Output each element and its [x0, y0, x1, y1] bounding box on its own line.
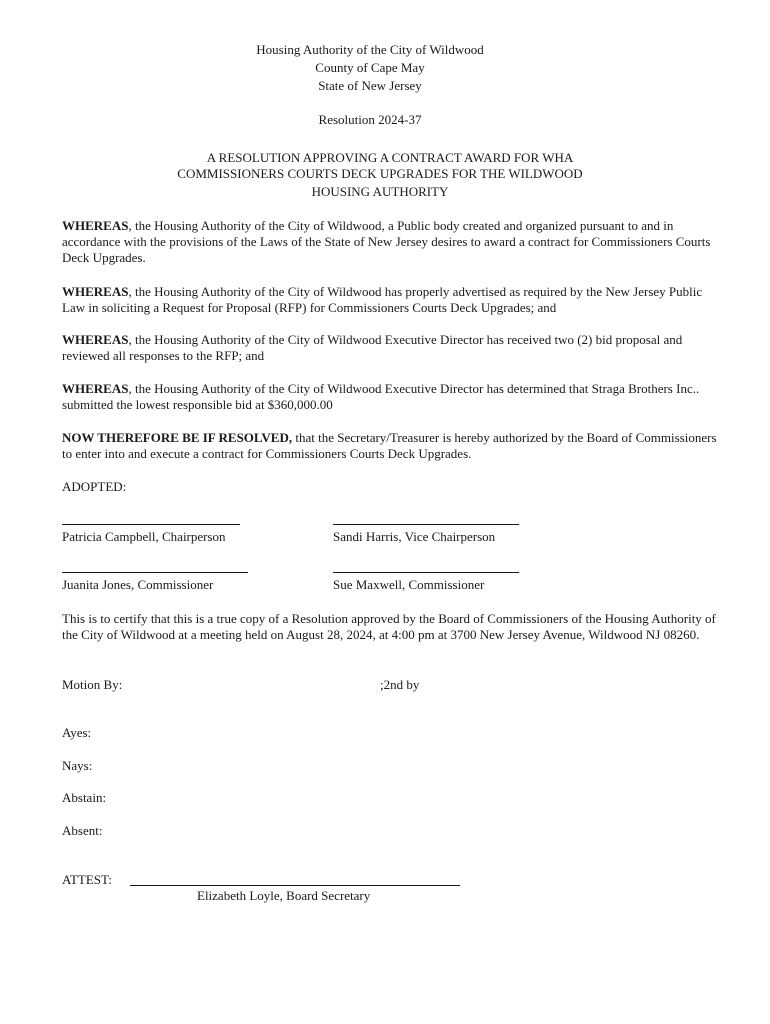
signature-line: [62, 562, 248, 573]
second-by-label: ;2nd by: [380, 677, 420, 692]
paragraph-lead: NOW THEREFORE BE IF RESOLVED,: [62, 430, 293, 445]
whereas-paragraph-3: [62, 332, 722, 364]
paragraph-text: , the Housing Authority of the City of Wildwood Executive Director has received two (2) bid proposal and reviewed all responses to the RFP; and: [62, 332, 683, 363]
header-county: County of Cape May: [315, 60, 425, 75]
adopted-label: ADOPTED:: [62, 479, 127, 494]
paragraph-text: that the Secretary/Treasurer is hereby authorized by the Board of Commissioners to enter into and execute a contract for Commissioners Courts Deck Upgrades.: [62, 430, 717, 461]
signature-commissioner-jones: Juanita Jones, Commissioner: [62, 577, 214, 592]
signature-commissioner-maxwell: Sue Maxwell, Commissioner: [333, 577, 485, 592]
header-state: State of New Jersey: [318, 78, 422, 93]
attest-label: ATTEST:: [62, 872, 112, 887]
nays-label: Nays:: [62, 758, 93, 773]
paragraph-lead: WHEREAS: [62, 284, 129, 299]
paragraph-text: , the Housing Authority of the City of Wildwood Executive Director has determined that Straga Brothers Inc.. submitted the lowest responsible bid at $360,000.00: [62, 381, 700, 412]
paragraph-lead: WHEREAS: [62, 332, 129, 347]
whereas-paragraph-2: [62, 284, 722, 316]
paragraph-text: , the Housing Authority of the City of Wildwood, a Public body created and organized pursuant to and in accordance with the provisions of the Laws of the State of New Jersey desires to award a contract for Commissioners Courts Deck Upgrades.: [62, 218, 711, 265]
abstain-label: Abstain:: [62, 790, 107, 805]
signature-chairperson: Patricia Campbell, Chairperson: [62, 529, 226, 544]
whereas-paragraph-4: [62, 381, 722, 413]
paragraph-lead: WHEREAS: [62, 218, 129, 233]
resolved-paragraph: [62, 430, 722, 462]
whereas-paragraph-1: [62, 218, 722, 266]
resolution-number: Resolution 2024-37: [318, 112, 422, 127]
absent-label: Absent:: [62, 823, 103, 838]
signature-vice-chairperson: Sandi Harris, Vice Chairperson: [333, 529, 496, 544]
motion-by-label: Motion By:: [62, 677, 123, 692]
title-line-2: COMMISSIONERS COURTS DECK UPGRADES FOR THE WILDWOOD: [177, 166, 583, 181]
signature-line: [62, 514, 240, 525]
title-line-1: A RESOLUTION APPROVING A CONTRACT AWARD FOR WHA: [206, 150, 574, 165]
title-line-3: HOUSING AUTHORITY: [311, 184, 449, 199]
ayes-label: Ayes:: [62, 725, 92, 740]
paragraph-lead: WHEREAS: [62, 381, 129, 396]
attest-signature-line: [130, 875, 460, 886]
paragraph-text: , the Housing Authority of the City of Wildwood has properly advertised as required by the New Jersey Public Law in soliciting a Request for Proposal (RFP) for Commissioners Courts Deck Upgrades; and: [62, 284, 703, 315]
certification-paragraph: This is to certify that this is a true copy of a Resolution approved by the Board of Commissioners of the Housing Authority of the City of Wildwood at a meeting held on August 28, 2024, at 4:00 pm at 3700 New Jersey Avenue, Wildwood NJ 08260.: [62, 611, 716, 642]
header-authority-name: Housing Authority of the City of Wildwood: [256, 42, 484, 57]
signature-line: [333, 514, 519, 525]
signature-line: [333, 562, 519, 573]
attest-secretary-name: Elizabeth Loyle, Board Secretary: [197, 888, 371, 903]
